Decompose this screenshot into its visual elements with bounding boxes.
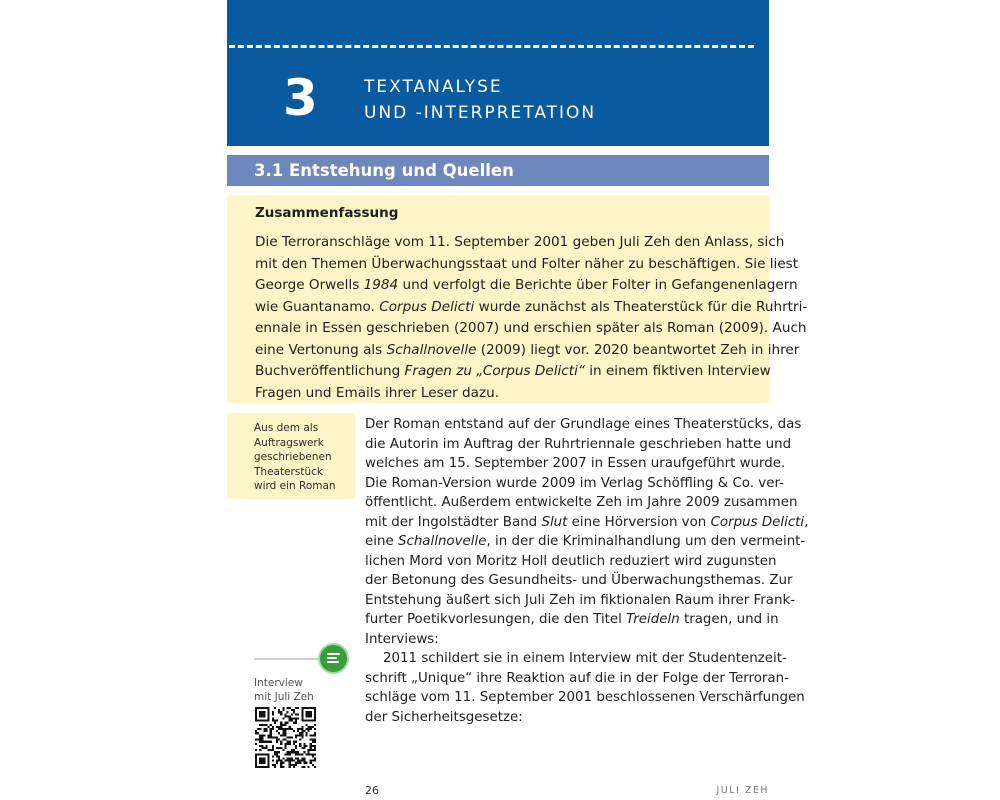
italic-title: Slut — [541, 514, 568, 530]
text-line — [365, 610, 779, 630]
text-line — [255, 361, 769, 383]
body-text — [365, 415, 809, 727]
text-run: welches am 15. September 2007 in Essen uraufgeführt wurde. — [365, 456, 786, 471]
chapter-header — [227, 0, 769, 146]
section-title: 3.1 Entstehung und Quellen — [254, 161, 514, 180]
text-run: der Sicherheitsgesetze: — [365, 709, 523, 725]
text-run: George Orwells — [255, 277, 364, 293]
text-run: Die Roman-Version wurde 2009 im Verlag Schöffling & Co. ver- — [365, 475, 784, 491]
margin-note-line: Auftragswerk — [254, 436, 324, 449]
text-line — [255, 232, 785, 254]
text-line — [365, 513, 809, 533]
italic-title: Schallnovelle — [397, 534, 487, 549]
text-line — [365, 435, 792, 455]
margin-note-line: Theaterstück — [254, 465, 323, 478]
text-run: tragen, und in — [679, 612, 779, 627]
section-header — [227, 155, 769, 186]
text-run: öffentlicht. Außerdem entwickelte Zeh im Jahre 2009 zusammen — [365, 495, 798, 510]
italic-title: Corpus Delicti — [710, 514, 805, 530]
text-line — [365, 571, 793, 591]
text-run: mit den Themen Überwachungsstaat und Folter näher zu beschäftigen. Sie liest — [255, 255, 799, 272]
running-head: JULI ZEH — [716, 785, 769, 796]
interview-label-line-2: mit Juli Zeh — [254, 691, 314, 703]
text-line — [255, 254, 799, 276]
italic-title: Treideln — [626, 612, 680, 627]
text-run: und verfolgt die Berichte über Folter in Gefangenenlagern — [398, 277, 798, 293]
text-run: Fragen und Emails ihrer Leser dazu. — [255, 384, 500, 401]
margin-note-line: geschriebenen — [254, 451, 332, 463]
audio-document-icon[interactable] — [320, 645, 347, 672]
page-number: 26 — [365, 784, 379, 797]
audio-divider-line — [254, 658, 322, 660]
italic-title: Corpus Delicti — [379, 298, 475, 315]
interview-label — [254, 676, 354, 704]
text-run: eine Hörversion von — [567, 514, 711, 530]
text-line — [255, 297, 808, 319]
text-run: der Betonung des Gesundheits- und Überwachungsthemas. Zur — [365, 573, 793, 588]
text-line — [255, 275, 798, 297]
text-line — [255, 340, 800, 362]
text-line — [365, 493, 798, 513]
text-line — [365, 474, 784, 494]
margin-note-line: wird ein Roman — [254, 480, 336, 492]
text-line — [255, 318, 807, 340]
text-run: wurde zunächst als Theaterstück für die Ruhrtri- — [474, 298, 808, 315]
text-run: 2011 schildert sie in einem Interview mit der Studentenzeit- — [383, 651, 787, 666]
text-run: ennale in Essen geschrieben (2007) und erschien später als Roman (2009). Auch — [255, 320, 807, 336]
text-run: die Autorin im Auftrag der Ruhrtriennale geschrieben hatte und — [365, 436, 792, 452]
text-run: , in der die Kriminalhandlung um den vermeint- — [486, 534, 806, 549]
chapter-title — [364, 74, 596, 126]
text-line — [365, 708, 770, 728]
chapter-number: 3 — [283, 69, 318, 127]
text-run: in einem fiktiven Interview — [584, 363, 771, 379]
text-line — [365, 415, 802, 435]
text-run: Die Terroranschläge vom 11. September 2001 geben Juli Zeh den Anlass, sich — [255, 234, 785, 250]
text-line — [365, 669, 789, 689]
margin-note — [227, 413, 355, 499]
text-run: Interviews: — [365, 631, 439, 647]
text-run: furter Poetikvorlesungen, die den Titel — [365, 612, 627, 627]
chapter-title-line-2: UND -INTERPRETATION — [364, 103, 597, 123]
text-line — [365, 630, 770, 650]
margin-note-line: Aus dem als — [254, 422, 319, 434]
italic-title: Schallnovelle — [386, 341, 477, 358]
text-line — [365, 532, 806, 552]
text-line — [365, 591, 796, 611]
text-run: wie Guantanamo. — [255, 298, 380, 315]
text-line — [365, 649, 787, 669]
summary-heading: Zusammenfassung — [255, 205, 399, 221]
text-run: (2009) liegt vor. 2020 beantwortet Zeh in ihrer — [476, 341, 800, 358]
text-line — [365, 454, 786, 474]
text-run: eine — [365, 534, 398, 549]
chapter-title-line-1: TEXTANALYSE — [364, 77, 503, 97]
text-run: Buchveröffentlichung — [255, 363, 405, 379]
text-run: Entstehung äußert sich Juli Zeh im fiktionalen Raum ihrer Frank- — [365, 592, 796, 608]
text-line — [255, 383, 769, 405]
text-run: Der Roman entstand auf der Grundlage eines Theaterstücks, das — [365, 417, 802, 432]
text-run: schläge vom 11. September 2001 beschlossenen Verschärfungen — [365, 690, 805, 705]
text-line — [365, 552, 777, 572]
text-run: mit der Ingolstädter Band — [365, 514, 542, 530]
text-run: schrift „Unique“ ihre Reaktion auf die in der Folge der Terroran- — [365, 670, 789, 686]
book-page — [227, 0, 809, 800]
italic-title: Fragen zu „Corpus Delicti“ — [404, 363, 585, 379]
text-line — [365, 688, 805, 708]
qr-code[interactable] — [255, 707, 316, 768]
margin-note-text — [254, 421, 354, 494]
text-run: , — [804, 514, 809, 530]
dashed-divider — [229, 45, 754, 48]
italic-title: 1984 — [363, 277, 399, 293]
text-run: lichen Mord von Moritz Holl deutlich reduziert wird zugunsten — [365, 553, 777, 569]
text-run: eine Vertonung als — [255, 341, 387, 358]
interview-label-line-1: Interview — [254, 677, 303, 689]
summary-text — [255, 232, 808, 404]
summary-box — [227, 195, 808, 403]
